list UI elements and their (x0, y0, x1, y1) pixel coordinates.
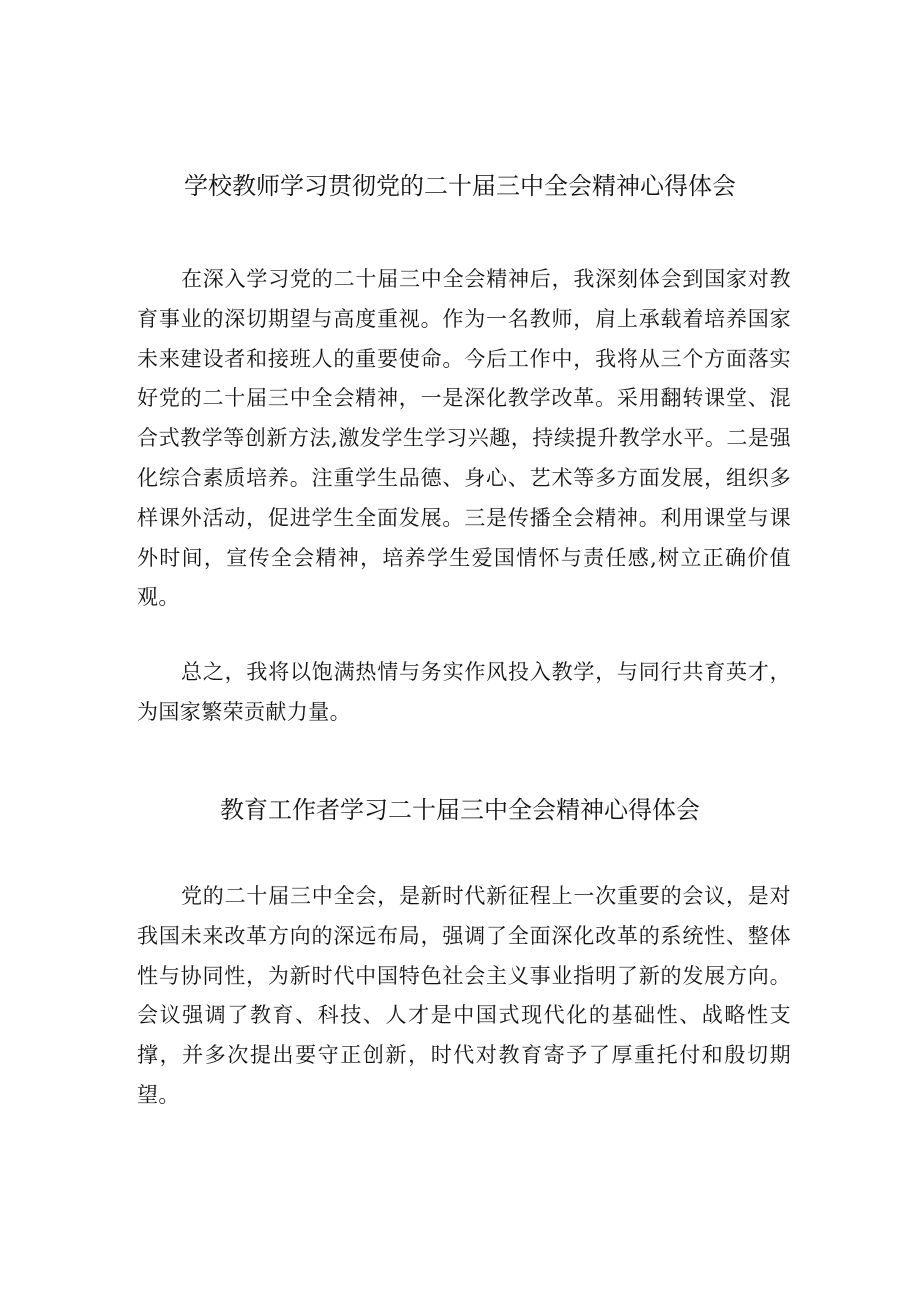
section-title: 学校教师学习贯彻党的二十届三中全会精神心得体会 (184, 172, 736, 200)
body-paragraph: 党的二十届三中全会，是新时代新征程上一次重要的会议，是对我国未来改革方向的深远布局，强调了全面深化改革的系统性、整体性与协同性，为新时代中国特色社会主义事业指明了新的发展方向。会议强调了教育、科技、人才是中国式现代化的基础性、战略性支撑，并多次提出要守正创新，时代对教育寄予了厚重托付和殷切期望。 (137, 884, 791, 1107)
body-paragraph: 总之，我将以饱满热情与务实作风投入教学，与同行共育英才，为国家繁荣贡献力量。 (137, 660, 791, 724)
section-title: 教育工作者学习二十届三中全会精神心得体会 (220, 796, 700, 824)
body-paragraph: 在深入学习党的二十届三中全会精神后，我深刻体会到国家对教育事业的深切期望与高度重视。作为一名教师，肩上承载着培养国家未来建设者和接班人的重要使命。今后工作中，我将从三个方面落实好党的二十届三中全会精神，一是深化教学改革。采用翻转课堂、混合式教学等创新方法,激发学生学习兴趣，持续提升教学水平。二是强化综合素质培养。注重学生品德、身心、艺术等多方面发展，组织多样课外活动，促进学生全面发展。三是传播全会精神。利用课堂与课外时间，宣传全会精神，培养学生爱国情怀与责任感,树立正确价值观。 (137, 267, 791, 610)
